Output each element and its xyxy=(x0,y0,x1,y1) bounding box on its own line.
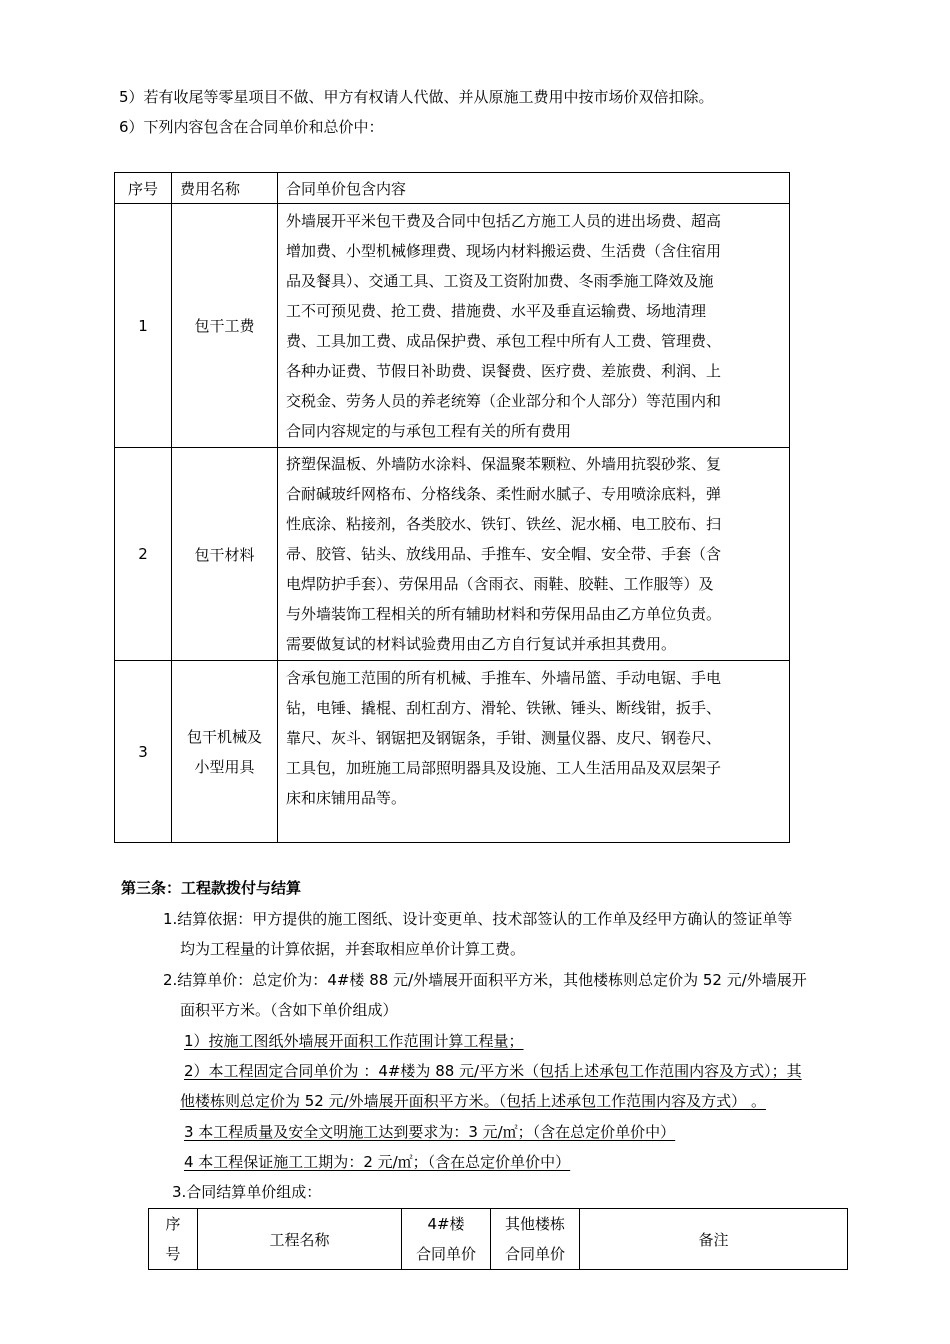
price-sub-item-2-line1: 2）本工程固定合同单价为 ：4#楼为 88 元/平方米（包括上述承包工作范围内容及方式）；其 xyxy=(184,1062,802,1080)
header-cost-name: 费用名称 xyxy=(172,173,278,204)
row-content xyxy=(278,448,790,661)
name-line: 小型用具 xyxy=(194,757,255,776)
content-line: 工具包，加班施工局部照明器具及设施、工人生活用品及双层架子 xyxy=(286,759,722,777)
contract-price-table xyxy=(148,1208,848,1270)
section-heading: 第三条：工程款拨付与结算 xyxy=(121,879,302,897)
content-line: 与外墙装饰工程相关的所有辅助材料和劳保用品由乙方单位负责。 xyxy=(286,605,722,623)
header-no: 序号 xyxy=(115,173,172,204)
header-line: 合同单价 xyxy=(415,1245,476,1263)
header-line: 其他楼栋 xyxy=(504,1215,565,1233)
price-sub-item-3: 3 本工程质量及安全文明施工达到要求为：3 元/㎡；（含在总定价单价中） xyxy=(184,1123,676,1141)
row-content xyxy=(278,204,790,448)
content-line: 含承包施工范围的所有机械、手推车、外墙吊篮、手动电锯、手电 xyxy=(286,669,722,687)
settlement-price-line2: 面积平方米。（含如下单价组成） xyxy=(180,1001,398,1019)
price-sub-item-4: 4 本工程保证施工工期为：2 元/㎡；（含在总定价单价中） xyxy=(184,1153,571,1171)
clause-item-5: 5）若有收尾等零星项目不做、甲方有权请人代做、并从原施工费用中按市场价双倍扣除。 xyxy=(119,88,714,106)
settlement-basis-line2: 均为工程量的计算依据，并套取相应单价计算工费。 xyxy=(180,940,526,958)
price-sub-item-1: 1）按施工图纸外墙展开面积工作范围计算工程量； xyxy=(184,1032,524,1050)
row-cost-name xyxy=(172,661,278,843)
table-row xyxy=(115,204,790,448)
content-line: 挤塑保温板、外墙防水涂料、保温聚苯颗粒、外墙用抗裂砂浆、复 xyxy=(286,455,722,473)
header-building4-price xyxy=(402,1209,491,1270)
content-line: 电焊防护手套）、劳保用品（含雨衣、雨鞋、胶鞋、工作服等）及 xyxy=(286,575,714,593)
content-line: 品及餐具）、交通工具、工资及工资附加费、冬雨季施工降效及施 xyxy=(286,271,714,290)
contract-price-composition: 3.合同结算单价组成： xyxy=(172,1183,322,1201)
table-header-row xyxy=(149,1209,848,1270)
content-line: 帚、胶管、钻头、放线用品、手推车、安全帽、安全带、手套（含 xyxy=(286,545,722,563)
content-line: 性底涂、粘接剂，各类胶水、铁钉、铁丝、泥水桶、电工胶布、扫 xyxy=(286,515,722,533)
row-no: 3 xyxy=(115,661,172,843)
clause-item-6: 6）下列内容包含在合同单价和总价中： xyxy=(119,118,384,136)
table-row xyxy=(115,448,790,661)
header-content: 合同单价包含内容 xyxy=(278,173,790,204)
content-line: 增加费、小型机械修理费、现场内材料搬运费、生活费（含住宿用 xyxy=(286,241,722,260)
included-costs-table xyxy=(114,172,790,843)
row-cost-name xyxy=(172,448,278,661)
table-header-row xyxy=(115,173,790,204)
content-line: 钻，电锤、撬棍、刮杠刮方、滑轮、铁锹、锤头、断线钳，扳手、 xyxy=(286,699,722,717)
content-line: 靠尺、灰斗、钢锯把及钢锯条，手钳、测量仪器、皮尺、钢卷尺、 xyxy=(286,729,722,747)
row-no: 1 xyxy=(115,204,172,448)
header-line: 合同单价 xyxy=(504,1245,565,1263)
header-project-name: 工程名称 xyxy=(198,1209,402,1270)
price-sub-item-2-line2: 他楼栋则总定价为 52 元/外墙展开面积平方米。（包括上述承包工作范围内容及方式） 。 xyxy=(180,1092,766,1110)
content-line: 各种办证费、节假日补助费、误餐费、医疗费、差旅费、利润、上 xyxy=(286,361,722,380)
content-line: 合同内容规定的与承包工程有关的所有费用 xyxy=(286,421,572,440)
table-row xyxy=(115,661,790,843)
settlement-basis-line1: 1.结算依据：甲方提供的施工图纸、设计变更单、技术部签认的工作单及经甲方确认的签证单等 xyxy=(163,910,793,928)
row-no: 2 xyxy=(115,448,172,661)
settlement-price-line1: 2.结算单价：总定价为：4#楼 88 元/外墙展开面积平方米，其他楼栋则总定价为 52 元/外墙展开 xyxy=(163,971,807,989)
row-cost-name xyxy=(172,204,278,448)
header-no-line: 序 xyxy=(165,1215,181,1233)
name-line: 包干机械及 xyxy=(186,727,262,746)
content-line: 合耐碱玻纤网格布、分格线条、柔性耐水腻子、专用喷涂底料，弹 xyxy=(286,485,722,503)
content-line: 费、工具加工费、成品保护费、承包工程中所有人工费、管理费、 xyxy=(286,331,722,350)
name-line: 包干工费 xyxy=(194,317,255,335)
header-no xyxy=(149,1209,198,1270)
content-line: 交税金、劳务人员的养老统筹（企业部分和个人部分）等范围内和 xyxy=(286,391,722,410)
row-content xyxy=(278,661,790,843)
header-line: 4#楼 xyxy=(427,1215,465,1233)
content-line: 需要做复试的材料试验费用由乙方自行复试并承担其费用。 xyxy=(286,635,677,653)
content-line: 床和床铺用品等。 xyxy=(286,789,407,807)
name-line: 包干材料 xyxy=(194,545,255,564)
header-no-line: 号 xyxy=(165,1245,181,1263)
content-line: 工不可预见费、抢工费、措施费、水平及垂直运输费、场地清理 xyxy=(286,301,707,320)
header-other-price xyxy=(491,1209,580,1270)
content-line: 外墙展开平米包干费及合同中包括乙方施工人员的进出场费、超高 xyxy=(286,211,722,230)
header-remarks: 备注 xyxy=(580,1209,848,1270)
